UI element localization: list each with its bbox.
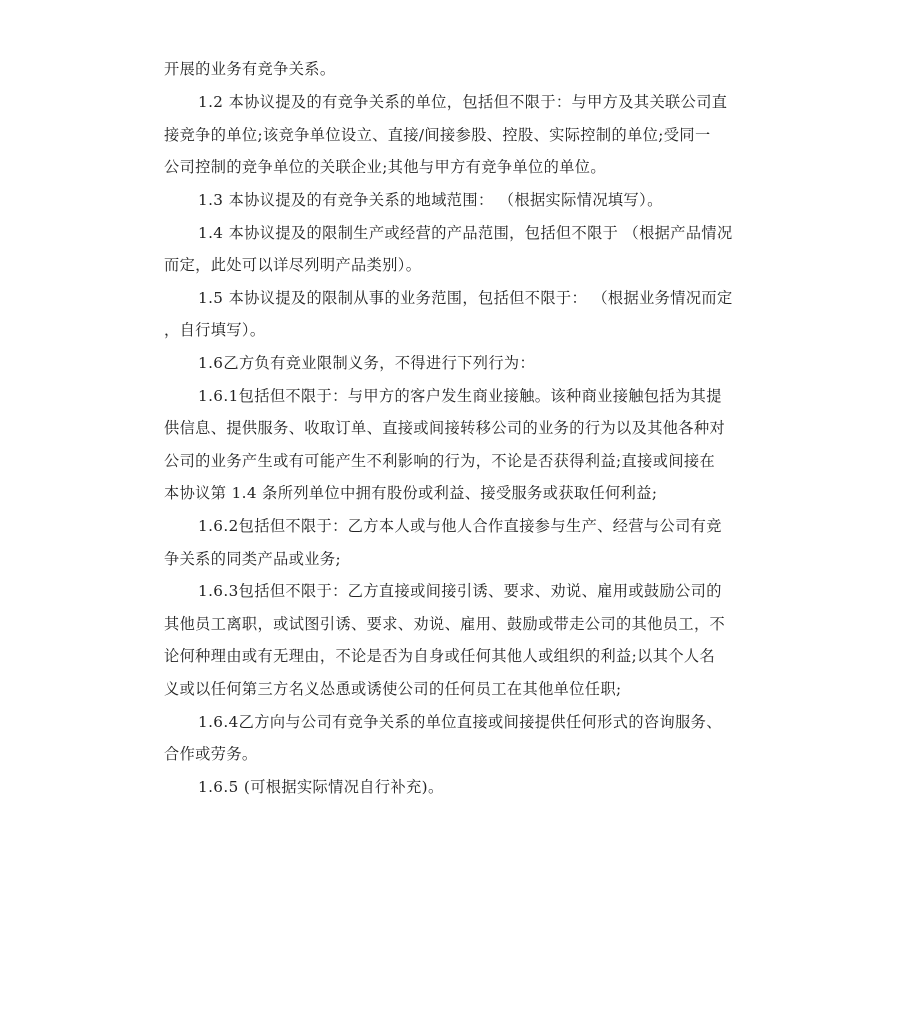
text-line: 1.6.1包括但不限于：与甲方的客户发生商业接触。该种商业接触包括为其提: [198, 387, 722, 405]
text-line: 1.3 本协议提及的有竞争关系的地域范围： （根据实际情况填写）。: [198, 191, 663, 209]
text-line: 义或以任何第三方名义怂恿或诱使公司的任何员工在其他单位任职;: [164, 680, 622, 698]
text-line: 1.6.3包括但不限于：乙方直接或间接引诱、要求、劝说、雇用或鼓励公司的: [198, 582, 722, 600]
text-line: 1.6.5 (可根据实际情况自行补充)。: [198, 778, 444, 796]
text-line: 其他员工离职，或试图引诱、要求、劝说、雇用、鼓励或带走公司的其他员工，不: [164, 615, 726, 633]
text-line: 公司的业务产生或有可能产生不利影响的行为，不论是否获得利益;直接或间接在: [164, 452, 716, 470]
text-line: 供信息、提供服务、收取订单、直接或间接转移公司的业务的行为以及其他各种对: [164, 419, 726, 437]
text-line: 接竞争的单位;该竞争单位设立、直接/间接参股、控股、实际控制的单位;受同一: [164, 126, 711, 144]
text-line: 论何种理由或有无理由，不论是否为自身或任何其他人或组织的利益;以其个人名: [164, 647, 716, 665]
text-line: 1.5 本协议提及的限制从事的业务范围，包括但不限于： （根据业务情况而定: [198, 289, 733, 307]
text-line: 公司控制的竞争单位的关联企业;其他与甲方有竞争单位的单位。: [164, 158, 606, 176]
text-line: 而定，此处可以详尽列明产品类别）。: [164, 256, 422, 274]
text-line: 本协议第 1.4 条所列单位中拥有股份或利益、接受服务或获取任何利益;: [164, 484, 658, 502]
text-line: 1.2 本协议提及的有竞争关系的单位，包括但不限于：与甲方及其关联公司直: [198, 93, 728, 111]
text-line: 1.6.4乙方向与公司有竞争关系的单位直接或间接提供任何形式的咨询服务、: [198, 713, 722, 731]
text-line: 1.4 本协议提及的限制生产或经营的产品范围，包括但不限于 （根据产品情况: [198, 224, 733, 242]
text-line: 争关系的同类产品或业务;: [164, 550, 341, 568]
text-line: 1.6.2包括但不限于：乙方本人或与他人合作直接参与生产、经营与公司有竞: [198, 517, 722, 535]
text-line: 1.6乙方负有竞业限制义务，不得进行下列行为：: [198, 354, 536, 372]
text-line: 开展的业务有竞争关系。: [164, 60, 336, 78]
text-line: 合作或劳务。: [164, 745, 258, 763]
text-line: ，自行填写）。: [164, 321, 266, 339]
